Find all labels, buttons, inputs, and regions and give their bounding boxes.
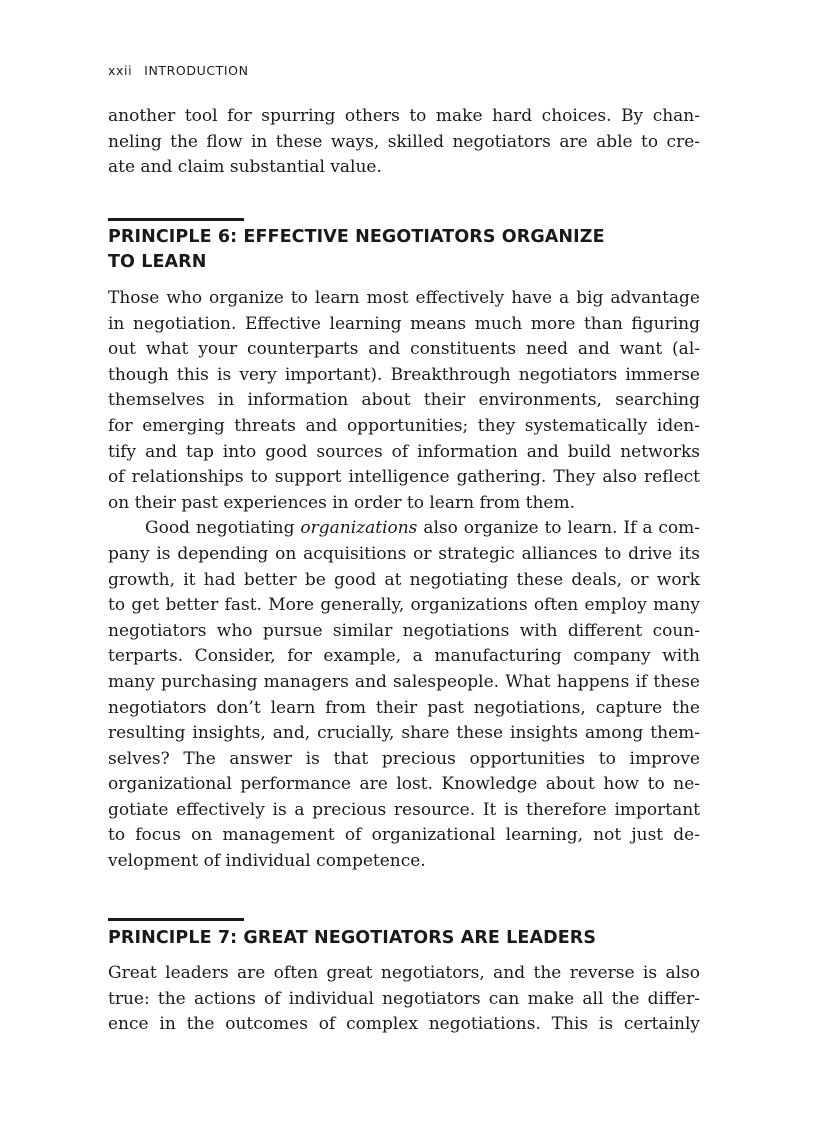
text-line: gotiate effectively is a precious resource. It is therefore important (108, 799, 700, 820)
text-line: tify and tap into good sources of information and build networks (108, 441, 700, 462)
text-line: ence in the outcomes of complex negotiations. This is certainly (108, 1014, 700, 1035)
text-run: Good negotiating (145, 518, 301, 539)
text-line: growth, it had better be good at negotiating these deals, or work (108, 569, 700, 590)
section-heading-principle-6 (108, 225, 708, 275)
paragraph-continuation (108, 104, 700, 181)
paragraph-principle-7 (108, 961, 700, 1038)
page-number: xxii (108, 63, 133, 78)
text-line: out what your counterparts and constituents need and want (al- (108, 339, 700, 360)
paragraph-principle-6 (108, 286, 700, 875)
section-rule (108, 218, 244, 221)
text-line: on their past experiences in order to learn from them. (108, 492, 575, 513)
text-line: of relationships to support intelligence gathering. They also reflect (108, 467, 700, 488)
text-line: themselves in information about their environments, searching (108, 390, 700, 411)
text-line: velopment of individual competence. (108, 851, 426, 872)
text-line: for emerging threats and opportunities; they systematically iden- (108, 415, 700, 436)
running-head (108, 63, 249, 78)
text-line: Great leaders are often great negotiators, and the reverse is also (108, 963, 700, 983)
text-run: also organize to learn. If a com- (417, 518, 700, 539)
text-line: selves? The answer is that precious opportunities to improve (108, 748, 700, 769)
text-line: in negotiation. Effective learning means much more than figuring (108, 313, 700, 334)
emphasis-text: organizations (300, 518, 418, 539)
text-line: though this is very important). Breakthrough negotiators immerse (108, 364, 700, 385)
text-line: resulting insights, and, crucially, share these insights among them- (108, 723, 700, 744)
heading-line: PRINCIPLE 6: EFFECTIVE NEGOTIATORS ORGANIZE (108, 227, 605, 247)
text-line: organizational performance are lost. Knowledge about how to ne- (108, 774, 700, 795)
text-line: Those who organize to learn most effectively have a big advantage (108, 288, 700, 308)
text-line: true: the actions of individual negotiators can make all the differ- (108, 988, 700, 1009)
text-line: negotiators don’t learn from their past negotiations, capture the (108, 697, 700, 718)
text-line: pany is depending on acquisitions or strategic alliances to drive its (108, 543, 700, 564)
text-line: negotiators who pursue similar negotiations with different coun- (108, 620, 700, 641)
text-line: neling the flow in these ways, skilled negotiators are able to cre- (108, 131, 700, 152)
text-line: ate and claim substantial value. (108, 157, 382, 178)
text-line: terparts. Consider, for example, a manufacturing company with (108, 646, 700, 667)
section-rule (108, 918, 244, 921)
text-line: another tool for spurring others to make hard choices. By chan- (108, 106, 700, 126)
text-line (108, 516, 700, 542)
heading-line: TO LEARN (108, 252, 207, 272)
text-line: many purchasing managers and salespeople. What happens if these (108, 671, 700, 692)
section-heading-principle-7 (108, 926, 708, 951)
section-title: INTRODUCTION (144, 63, 249, 78)
text-line: to get better fast. More generally, organizations often employ many (108, 595, 700, 616)
heading-line: PRINCIPLE 7: GREAT NEGOTIATORS ARE LEADERS (108, 928, 597, 948)
text-line: to focus on management of organizational learning, not just de- (108, 825, 700, 846)
